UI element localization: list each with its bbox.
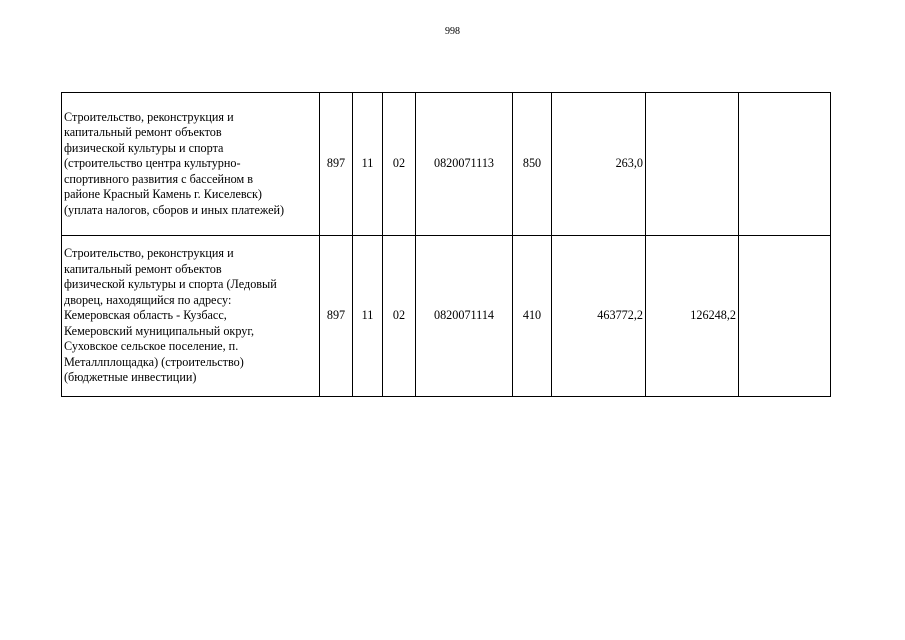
ministry-code-cell: 897 [320, 236, 353, 397]
amount-3-cell [739, 93, 831, 236]
amount-3-cell [739, 236, 831, 397]
amount-2-cell: 126248,2 [646, 236, 739, 397]
table-row [62, 93, 831, 236]
target-article-cell: 0820071114 [416, 236, 513, 397]
amount-1-cell: 263,0 [552, 93, 646, 236]
expense-type-cell: 850 [513, 93, 552, 236]
budget-table [61, 92, 831, 397]
row-description: Строительство, реконструкция и капитальный ремонт объектов физической культуры и спорта (Ледовый дворец, находящийся по адресу: Кемеровская область - Кузбасс, Кемеровский муниципальный округ, Суховское сельское поселение, п. Металлплощадка) (строительство) (бюджетные инвестиции) [62, 236, 320, 397]
subsection-code-cell: 02 [383, 236, 416, 397]
section-code-cell: 11 [353, 236, 383, 397]
amount-2-cell [646, 93, 739, 236]
section-code-cell: 11 [353, 93, 383, 236]
page-number: 998 [445, 26, 460, 37]
ministry-code-cell: 897 [320, 93, 353, 236]
target-article-cell: 0820071113 [416, 93, 513, 236]
subsection-code-cell: 02 [383, 93, 416, 236]
expense-type-cell: 410 [513, 236, 552, 397]
row-description: Строительство, реконструкция и капитальный ремонт объектов физической культуры и спорта (строительство центра культурно- спортивного развития с бассейном в районе Красный Камень г. Киселевск) (уплата налогов, сборов и иных платежей) [62, 93, 320, 236]
amount-1-cell: 463772,2 [552, 236, 646, 397]
table-row [62, 236, 831, 397]
